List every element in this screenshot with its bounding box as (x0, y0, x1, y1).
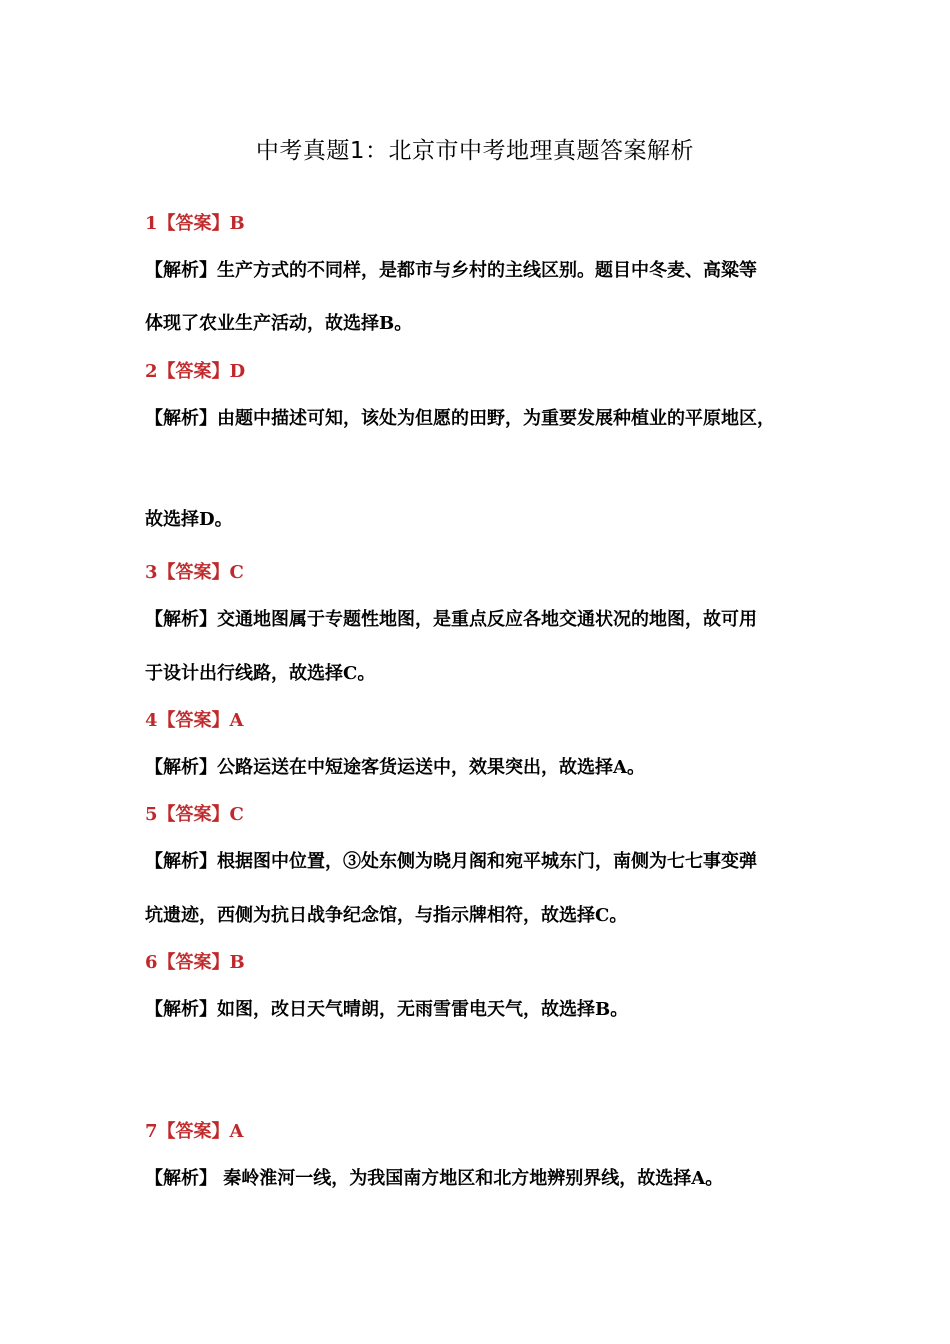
analysis-4-line-1: 【解析】公路运送在中短途客货运送中，效果突出，故选择A。 (145, 757, 645, 778)
analysis-7-line-1: 【解析】 秦岭淮河一线，为我国南方地区和北方地辨别界线，故选择A。 (145, 1168, 724, 1189)
answer-5: 5【答案】C (145, 804, 244, 825)
analysis-3-line-1: 【解析】交通地图属于专题性地图，是重点反应各地交通状况的地图，故可用 (145, 609, 757, 630)
answer-7: 7【答案】A (145, 1121, 244, 1142)
page-title: 中考真题1：北京市中考地理真题答案解析 (255, 138, 695, 164)
answer-4: 4【答案】A (145, 710, 244, 731)
analysis-2-line-1: 【解析】由题中描述可知，该处为但愿的田野，为重要发展种植业的平原地区， (145, 408, 775, 429)
analysis-5-line-1: 【解析】根据图中位置，③处东侧为晓月阁和宛平城东门，南侧为七七事变弹 (145, 851, 757, 872)
analysis-1-line-1: 【解析】生产方式的不同样，是都市与乡村的主线区别。题目中冬麦、高粱等 (145, 260, 757, 281)
analysis-5-line-2: 坑遗迹，西侧为抗日战争纪念馆，与指示牌相符，故选择C。 (145, 905, 628, 926)
answer-3: 3【答案】C (145, 562, 244, 583)
answer-2: 2【答案】D (145, 361, 246, 382)
answer-1: 1【答案】B (145, 213, 245, 234)
analysis-3-line-2: 于设计出行线路，故选择C。 (145, 663, 376, 684)
analysis-2-line-2: 故选择D。 (145, 509, 233, 530)
answer-6: 6【答案】B (145, 952, 245, 973)
analysis-1-line-2: 体现了农业生产活动，故选择B。 (145, 313, 413, 334)
analysis-6-line-1: 【解析】如图，改日天气晴朗，无雨雪雷电天气，故选择B。 (145, 999, 629, 1020)
